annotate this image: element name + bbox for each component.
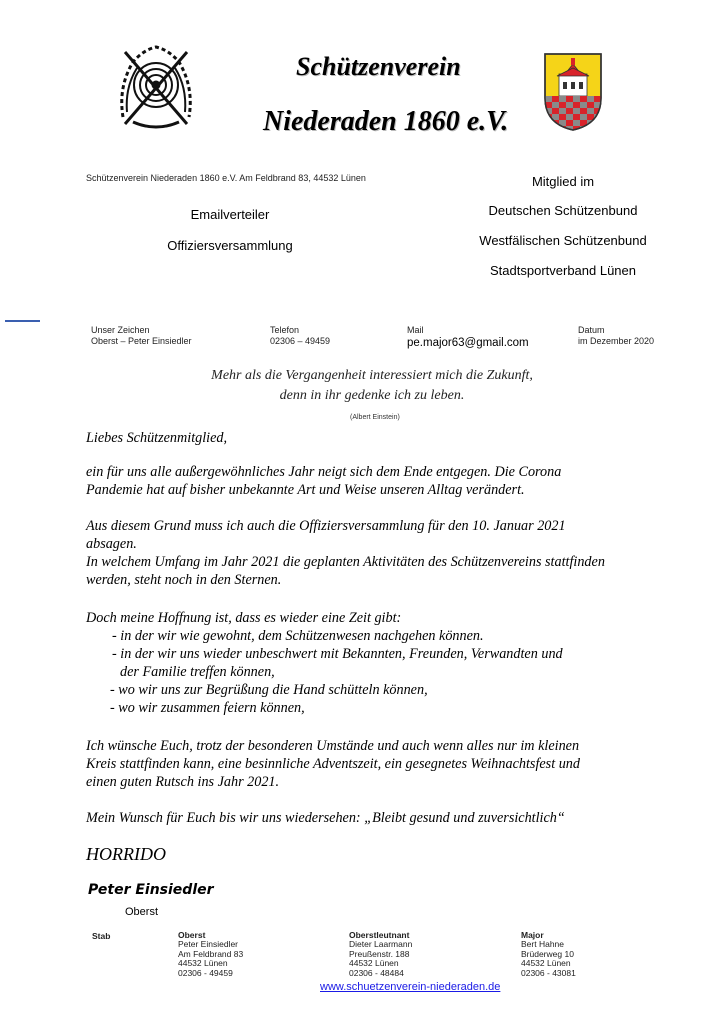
footer-title: Oberst: [178, 930, 206, 940]
footer-col-major: [521, 931, 576, 978]
margin-mark: [5, 320, 40, 322]
membership-title: Mitglied im: [531, 174, 595, 189]
footer-street: Am Feldbrand 83: [178, 948, 244, 959]
salutation: Liebes Schützenmitglied,: [86, 430, 228, 446]
footer-title: Major: [521, 930, 544, 940]
reference-mail-label: Mail: [407, 325, 424, 335]
footer-title: Oberstleutnant: [349, 930, 410, 940]
paragraph-line: werden, steht noch in den Sternen.: [86, 572, 282, 588]
signer-title: Oberst: [125, 906, 159, 918]
paragraph-line: In welchem Umfang im Jahr 2021 die geplanten Aktivitäten des Schützenvereins stattfinden: [86, 554, 605, 570]
club-emblem: [113, 42, 199, 132]
paragraph-line: absagen.: [86, 536, 137, 552]
recipient-line2: Offiziersversammlung: [167, 238, 293, 253]
paragraph-line: ein für uns alle außergewöhnliches Jahr neigt sich dem Ende entgegen. Die Corona: [86, 464, 562, 480]
footer-city: 44532 Lünen: [178, 958, 228, 969]
bullet-item: - in der wir wie gewohnt, dem Schützenwesen nachgehen können.: [112, 628, 484, 644]
footer-col-oberstleutnant: [349, 931, 412, 978]
reference-zeichen-value: Oberst – Peter Einsiedler: [91, 336, 192, 346]
membership-item: Stadtsportverband Lünen: [490, 263, 636, 278]
footer-name: Dieter Laarmann: [349, 939, 413, 950]
paragraph-line: Ich wünsche Euch, trotz der besonderen Umstände und auch wenn alles nur im kleinen: [86, 738, 580, 754]
signature: Peter Einsiedler: [88, 882, 214, 898]
footer-name: Bert Hahne: [521, 939, 564, 950]
footer-street: Preußenstr. 188: [349, 948, 410, 959]
bullet-item: - wo wir zusammen feiern können,: [110, 700, 305, 716]
footer-street: Brüderweg 10: [521, 948, 574, 959]
footer-phone: 02306 - 43081: [521, 967, 576, 978]
reference-datum-value: im Dezember 2020: [578, 336, 655, 346]
membership-item: Westfälischen Schützenbund: [479, 233, 647, 248]
bullet-item: - in der wir uns wieder unbeschwert mit Bekannten, Freunden, Verwandten und: [112, 646, 563, 662]
footer-phone: 02306 - 49459: [178, 967, 233, 978]
paragraph-line: Aus diesem Grund muss ich auch die Offiziersversammlung für den 10. Januar 2021: [86, 518, 566, 534]
reference-telefon-value: 02306 – 49459: [270, 336, 331, 346]
coat-of-arms: [543, 52, 603, 132]
recipient-line1: Emailverteiler: [190, 207, 270, 222]
reference-mail-value: pe.major63@gmail.com: [407, 337, 529, 349]
paragraph-line: Pandemie hat auf bisher unbekannte Art und Weise unseren Alltag verändert.: [86, 482, 525, 498]
reference-telefon-label: Telefon: [270, 325, 300, 335]
reference-zeichen-label: Unser Zeichen: [91, 325, 150, 335]
footer-name: Peter Einsiedler: [178, 939, 239, 950]
quote-author: (Albert Einstein): [350, 414, 400, 421]
footer-col-oberst: [178, 931, 243, 978]
paragraph-line: einen guten Rutsch ins Jahr 2021.: [86, 774, 280, 790]
footer-city: 44532 Lünen: [521, 958, 571, 969]
quote-line2: denn in ihr gedenke ich zu leben.: [279, 388, 465, 403]
reference-datum-label: Datum: [578, 325, 605, 335]
footer-phone: 02306 - 48484: [349, 967, 404, 978]
membership-item: Deutschen Schützenbund: [488, 203, 638, 218]
bullet-item: - wo wir uns zur Begrüßung die Hand schütteln können,: [110, 682, 428, 698]
footer-city: 44532 Lünen: [349, 958, 399, 969]
club-title-line1: Schützenverein: [296, 52, 461, 81]
sender-address-line: Schützenverein Niederaden 1860 e.V. Am Feldbrand 83, 44532 Lünen: [86, 173, 366, 183]
bullet-item-continued: der Familie treffen können,: [120, 664, 275, 680]
website-link[interactable]: www.schuetzenverein-niederaden.de: [320, 981, 501, 993]
footer-stab-label: Stab: [92, 931, 111, 941]
quote-line1: Mehr als die Vergangenheit interessiert mich die Zukunft,: [211, 368, 533, 383]
club-title-line2: Niederaden 1860 e.V.: [263, 106, 509, 137]
paragraph-line: Kreis stattfinden kann, eine besinnliche Adventszeit, ein gesegnetes Weihnachtsfest und: [86, 756, 580, 772]
paragraph-line: Doch meine Hoffnung ist, dass es wieder eine Zeit gibt:: [86, 610, 402, 626]
paragraph-line: Mein Wunsch für Euch bis wir uns wiedersehen: „Bleibt gesund und zuversichtlich“: [86, 810, 565, 826]
closing: HORRIDO: [86, 844, 166, 864]
